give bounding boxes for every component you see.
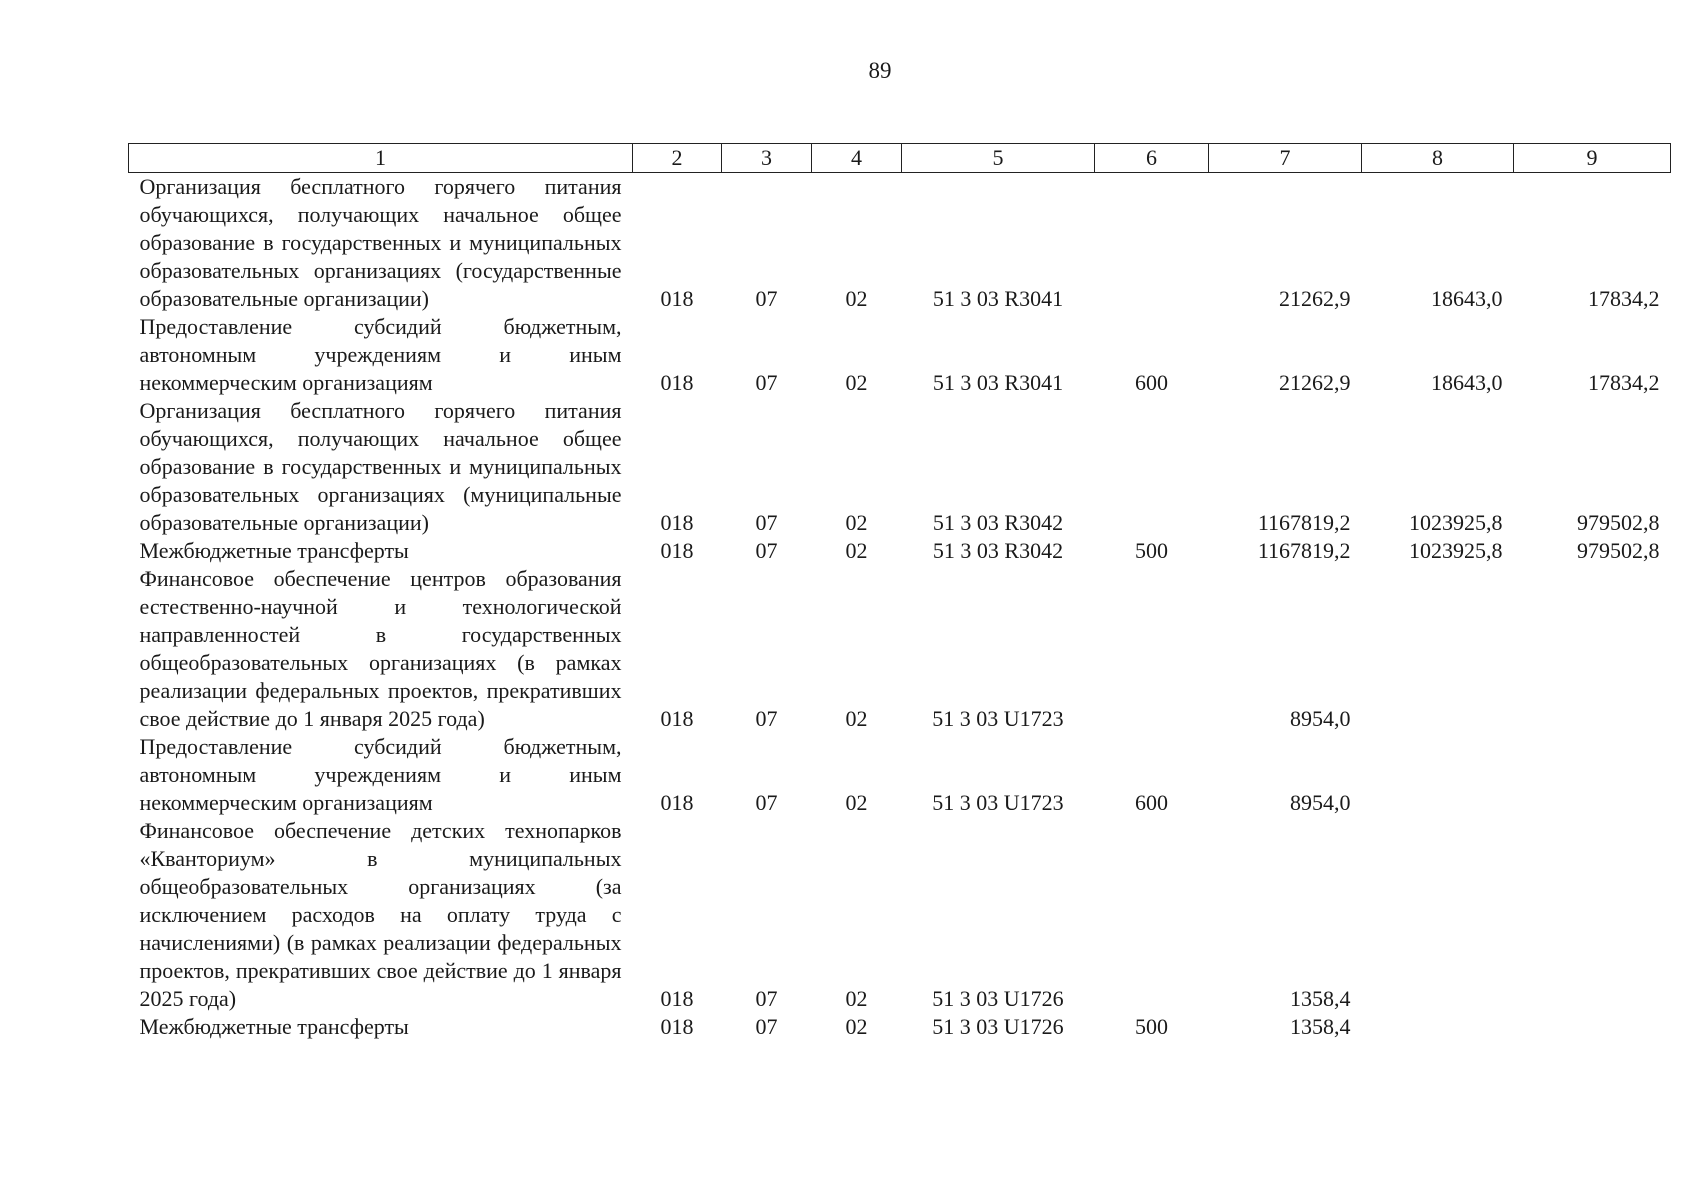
table-row (129, 397, 1671, 537)
cell-amount-col9 (1514, 1013, 1671, 1041)
cell-expense-type (1095, 397, 1209, 537)
cell-amount-col9 (1514, 565, 1671, 733)
cell-subsection: 02 (845, 790, 868, 815)
cell-amount-col9: 979502,8 (1577, 538, 1660, 563)
cell-amount-col9: 17834,2 (1588, 370, 1660, 395)
cell-amount-col8: 1023925,8 (1409, 510, 1503, 535)
cell-target-article: 51 3 03 U1723 (932, 790, 1064, 815)
cell-subsection: 02 (845, 286, 868, 311)
row-description: Предоставление субсидий бюджетным, автономным учреждениям и иным некоммерческим организациям (139, 734, 622, 815)
table-header-row (129, 144, 1671, 173)
row-description: Межбюджетные трансферты (139, 1014, 409, 1039)
column-header: 2 (633, 144, 722, 173)
cell-expense-type: 600 (1135, 370, 1168, 395)
cell-section: 07 (755, 706, 778, 731)
cell-target-article: 51 3 03 R3042 (932, 510, 1064, 535)
cell-ministry-code: 018 (660, 538, 694, 563)
cell-section: 07 (755, 510, 778, 535)
cell-amount-col9 (1514, 733, 1671, 817)
column-header: 3 (722, 144, 812, 173)
row-description: Организация бесплатного горячего питания обучающихся, получающих начальное общее образование в государственных и муниципальных образовательных организациях (муниципальные образовательные организации) (139, 398, 622, 535)
row-description: Предоставление субсидий бюджетным, автономным учреждениям и иным некоммерческим организациям (139, 314, 622, 395)
cell-subsection: 02 (845, 538, 868, 563)
cell-ministry-code: 018 (660, 706, 694, 731)
table-row (129, 817, 1671, 1013)
cell-subsection: 02 (845, 986, 868, 1011)
cell-amount-col8: 18643,0 (1431, 370, 1503, 395)
cell-amount-col8 (1362, 1013, 1514, 1041)
cell-amount-col8: 1023925,8 (1409, 538, 1503, 563)
cell-expense-type (1095, 565, 1209, 733)
budget-table (128, 143, 1671, 1041)
cell-target-article: 51 3 03 R3041 (932, 286, 1064, 311)
cell-expense-type (1095, 817, 1209, 1013)
column-header: 6 (1095, 144, 1209, 173)
column-header: 7 (1209, 144, 1362, 173)
cell-section: 07 (755, 790, 778, 815)
row-description: Финансовое обеспечение центров образования естественно-научной и технологической направленностей в государственных общеобразовательных организациях (в рамках реализации федеральных проектов, прекративших свое действие до 1 января 2025 года) (139, 566, 622, 731)
cell-amount-col9: 979502,8 (1577, 510, 1660, 535)
column-header: 1 (129, 144, 633, 173)
cell-amount-col9 (1514, 817, 1671, 1013)
cell-target-article: 51 3 03 U1726 (932, 1014, 1064, 1039)
column-header: 5 (902, 144, 1095, 173)
cell-amount-col7: 21262,9 (1279, 370, 1351, 395)
cell-subsection: 02 (845, 370, 868, 395)
cell-expense-type (1095, 173, 1209, 314)
cell-amount-col8 (1362, 565, 1514, 733)
cell-target-article: 51 3 03 U1726 (932, 986, 1064, 1011)
cell-expense-type: 600 (1135, 790, 1168, 815)
column-header: 9 (1514, 144, 1671, 173)
row-description: Межбюджетные трансферты (139, 538, 409, 563)
cell-target-article: 51 3 03 U1723 (932, 706, 1064, 731)
cell-amount-col7: 8954,0 (1290, 790, 1351, 815)
cell-amount-col7: 1358,4 (1290, 986, 1351, 1011)
cell-ministry-code: 018 (660, 370, 694, 395)
cell-section: 07 (755, 986, 778, 1011)
cell-ministry-code: 018 (660, 986, 694, 1011)
cell-amount-col7: 1167819,2 (1257, 510, 1351, 535)
cell-amount-col8 (1362, 733, 1514, 817)
cell-expense-type: 500 (1135, 538, 1168, 563)
cell-amount-col8 (1362, 817, 1514, 1013)
table-row (129, 313, 1671, 397)
cell-subsection: 02 (845, 1014, 868, 1039)
cell-section: 07 (755, 1014, 778, 1039)
row-description: Организация бесплатного горячего питания обучающихся, получающих начальное общее образование в государственных и муниципальных образовательных организациях (государственные образовательные организации) (139, 174, 622, 311)
cell-ministry-code: 018 (660, 286, 694, 311)
table-row (129, 1013, 1671, 1041)
table-row (129, 173, 1671, 314)
column-header: 4 (812, 144, 902, 173)
column-header: 8 (1362, 144, 1514, 173)
cell-ministry-code: 018 (660, 510, 694, 535)
table-row (129, 565, 1671, 733)
cell-amount-col7: 21262,9 (1279, 286, 1351, 311)
cell-amount-col7: 1358,4 (1290, 1014, 1351, 1039)
row-description: Финансовое обеспечение детских технопарков «Кванториум» в муниципальных общеобразовательных организациях (за исключением расходов на оплату труда с начислениями) (в рамках реализации федеральных проектов, прекративших свое действие до 1 января 2025 года) (139, 818, 622, 1011)
cell-subsection: 02 (845, 510, 868, 535)
page-number: 89 (868, 58, 892, 83)
table-row (129, 733, 1671, 817)
cell-amount-col8: 18643,0 (1431, 286, 1503, 311)
cell-section: 07 (755, 286, 778, 311)
cell-section: 07 (755, 370, 778, 395)
cell-ministry-code: 018 (660, 1014, 694, 1039)
cell-subsection: 02 (845, 706, 868, 731)
cell-expense-type: 500 (1135, 1014, 1168, 1039)
cell-ministry-code: 018 (660, 790, 694, 815)
cell-amount-col7: 8954,0 (1290, 706, 1351, 731)
cell-section: 07 (755, 538, 778, 563)
cell-target-article: 51 3 03 R3041 (932, 370, 1064, 395)
cell-target-article: 51 3 03 R3042 (932, 538, 1064, 563)
cell-amount-col9: 17834,2 (1588, 286, 1660, 311)
table-row (129, 537, 1671, 565)
cell-amount-col7: 1167819,2 (1257, 538, 1351, 563)
